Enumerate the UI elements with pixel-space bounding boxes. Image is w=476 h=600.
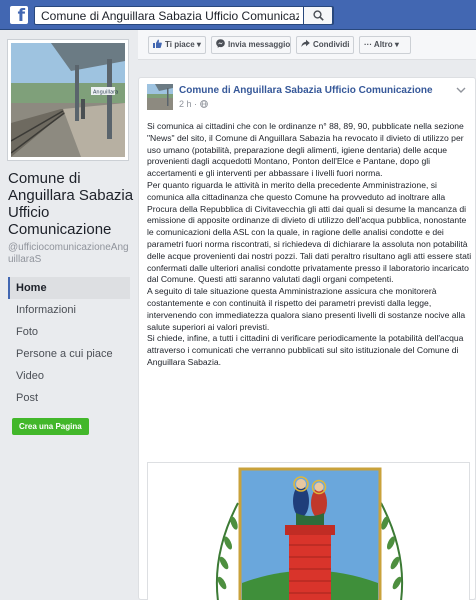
messenger-icon: [216, 39, 225, 48]
thumbs-up-icon: [153, 39, 162, 48]
coat-of-arms-image: [148, 463, 470, 600]
post-body: [147, 121, 473, 369]
page-action-bar: [138, 30, 476, 60]
more-label: Altro: [373, 40, 393, 49]
like-label: Ti piace: [165, 40, 195, 49]
station-photo: [11, 43, 125, 157]
profile-photo[interactable]: [8, 40, 128, 160]
more-button[interactable]: [359, 36, 411, 54]
top-bar: [0, 0, 476, 30]
create-page-button[interactable]: Crea una Pagina: [12, 418, 89, 435]
post-paragraph: Si chiede, infine, a tutti i cittadini di verificare periodicamente la potabilità dell'acqua attraverso i comunicati che verranno pubblicati sul sito istituzionale del Comune di Anguillara Sabazia.: [147, 333, 464, 367]
search-box: [34, 6, 334, 25]
more-dots-icon: ···: [364, 40, 374, 49]
facebook-logo-icon[interactable]: f: [10, 6, 28, 24]
share-label: Condividi: [313, 40, 350, 49]
chevron-down-icon: ▾: [194, 40, 201, 49]
like-button[interactable]: [148, 36, 206, 54]
nav-item-informazioni[interactable]: Informazioni: [16, 304, 76, 316]
left-column: [0, 30, 138, 600]
post-avatar[interactable]: [147, 84, 173, 110]
search-button[interactable]: [303, 6, 333, 25]
share-button[interactable]: [296, 36, 354, 54]
share-icon: [301, 39, 310, 48]
search-icon: [313, 10, 324, 21]
post-options-chevron-icon[interactable]: [455, 84, 467, 96]
post-author-link[interactable]: Comune di Anguillara Sabazia Ufficio Comunicazione: [179, 85, 433, 96]
page-handle: @ufficiocomunicazioneAnguillaraS: [8, 242, 129, 265]
search-input[interactable]: [35, 7, 305, 24]
nav-item-video[interactable]: Video: [16, 370, 44, 382]
post-paragraph: Si comunica ai cittadini che con le ordinanze n° 88, 89, 90, pubblicate nella sezione "News" del sito, il Comune di Anguillara Sabazia ha revocato il divieto di utilizzo per uso umano (potabilità, preparazione degli alimenti, igiene dentaria) delle acque provenienti dagli acquedotti Montano, Ponton dell'Elce e Pantane, dopo gli accertamenti e gli interventi per abbassare i livelli fuori norma.: [147, 121, 464, 179]
globe-icon: [200, 100, 208, 108]
nav-item-foto[interactable]: Foto: [16, 326, 39, 338]
page-nav: [8, 277, 130, 409]
post-timestamp[interactable]: 2 h: [179, 99, 192, 109]
chevron-down-icon: ▾: [392, 40, 399, 49]
post-card: [138, 77, 476, 600]
post-image[interactable]: [147, 462, 470, 600]
post-paragraph: A seguito di tale situazione questa Amministrazione assicura che monitorerà costantemente e con continuità il rispetto dei parametri previsti dalla legge, intervenendo con immediatezza qualora siano presenti livelli di sostanze nocive alla salute superiori ai valori previsti.: [147, 286, 466, 332]
send-message-button[interactable]: [211, 36, 291, 54]
send-message-label: Invia messaggio: [228, 40, 291, 49]
nav-item-post[interactable]: Post: [16, 392, 39, 404]
avatar-image: [147, 84, 173, 110]
station-sign: Anguillara: [93, 89, 119, 96]
page-title[interactable]: Comune di Anguillara Sabazia Ufficio Comunicazione: [8, 170, 134, 238]
post-paragraph: Per quanto riguarda le attività in merito della precedente Amministrazione, si comunica alla cittadinanza che questo Comune ha provveduto ad inoltrare alla Procura della Repubblica di Civitavecchia gli atti dai quali si desume la mancanza di emissione di apposite ordinanze di divieto di utilizzo dell'acqua pubblica, nonostante le comunicazioni della ASL con la quale, in ragione delle analisi condotte e dei parametri fuori norma riscontrati, si richiedeva di dichiarare la assoluta non potabilità delle acque provenienti dai nostri pozzi. Tali dati peraltro risultano agli atti essere stati confermati dalle ulteriori analisi condotte privatamente presso il laboratorio incaricato dal Comune. Questi atti saranno valutati dagli organi competenti.: [147, 179, 472, 285]
nav-item-home[interactable]: Home: [8, 277, 130, 299]
nav-item-persone-a-cui-piace[interactable]: Persone a cui piace: [16, 348, 113, 360]
post-meta: 2 h ·: [179, 99, 208, 109]
